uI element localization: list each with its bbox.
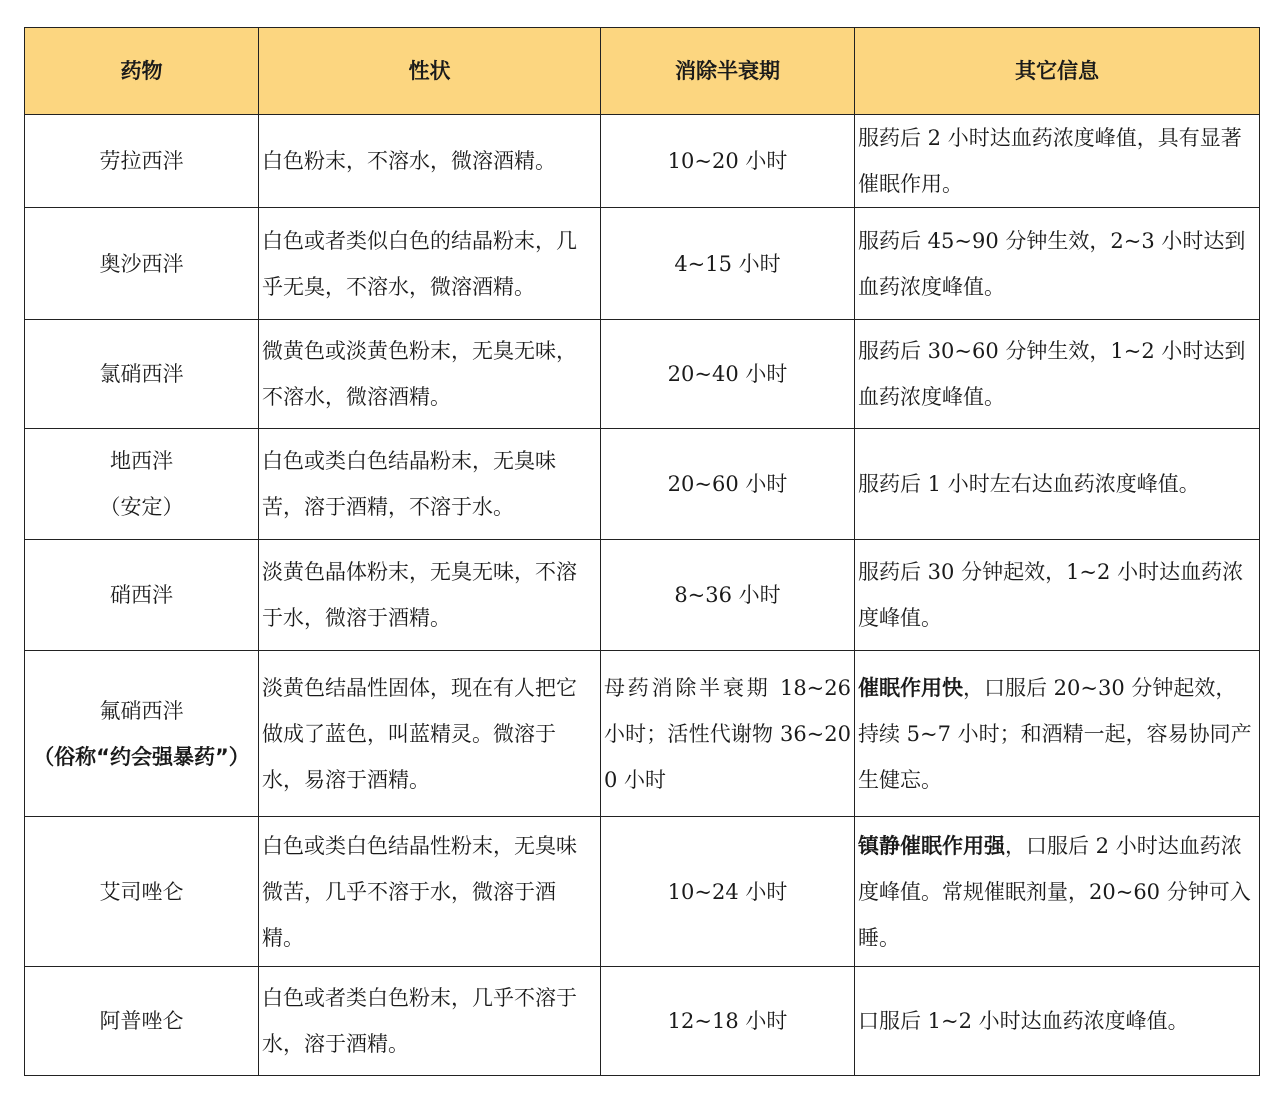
- drug-half-life: 8~36 小时: [601, 540, 855, 651]
- drug-info: 口服后 1~2 小时达血药浓度峰值。: [855, 967, 1260, 1076]
- header-property: 性状: [259, 28, 601, 115]
- drug-property: 白色粉末，不溶水，微溶酒精。: [259, 115, 601, 208]
- drug-info: ，口服后 2 小时达血药浓度峰值。常规催眠剂量，20~60 分钟可入睡。: [858, 833, 1251, 950]
- drug-name: 氯硝西泮: [25, 320, 259, 429]
- drug-half-life: 10~24 小时: [601, 817, 855, 967]
- table-row: [25, 208, 1260, 320]
- drug-half-life: 母药消除半衰期 18~26 小时；活性代谢物 36~200 小时: [601, 651, 855, 817]
- drug-property: 白色或类白色结晶性粉末，无臭味微苦，几乎不溶于水，微溶于酒精。: [259, 817, 601, 967]
- drug-info: 服药后 2 小时达血药浓度峰值，具有显著催眠作用。: [855, 115, 1260, 208]
- drug-property: 淡黄色结晶性固体，现在有人把它做成了蓝色，叫蓝精灵。微溶于水，易溶于酒精。: [259, 651, 601, 817]
- drug-half-life: 10~20 小时: [601, 115, 855, 208]
- drug-info-highlight: 镇静催眠作用强: [858, 833, 1005, 858]
- drug-name: 劳拉西泮: [25, 115, 259, 208]
- drug-half-life: 12~18 小时: [601, 967, 855, 1076]
- drug-name: 阿普唑仑: [25, 967, 259, 1076]
- table-row: [25, 540, 1260, 651]
- drug-name: 氟硝西泮: [99, 698, 184, 723]
- drug-info: 服药后 30~60 分钟生效，1~2 小时达到血药浓度峰值。: [855, 320, 1260, 429]
- drug-property: 微黄色或淡黄色粉末，无臭无味，不溶水，微溶酒精。: [259, 320, 601, 429]
- table-row: [25, 320, 1260, 429]
- drug-info: 服药后 45~90 分钟生效，2~3 小时达到血药浓度峰值。: [855, 208, 1260, 320]
- drug-info: ，口服后 20~30 分钟起效，持续 5~7 小时；和酒精一起，容易协同产生健忘。: [858, 675, 1252, 792]
- drug-name-sub: （俗称“约会强暴药”）: [33, 744, 250, 769]
- drug-half-life: 20~40 小时: [601, 320, 855, 429]
- drug-info: 服药后 1 小时左右达血药浓度峰值。: [855, 429, 1260, 540]
- drug-name: 硝西泮: [25, 540, 259, 651]
- drug-name: 艾司唑仑: [25, 817, 259, 967]
- header-row: [25, 28, 1260, 115]
- header-half-life: 消除半衰期: [601, 28, 855, 115]
- drug-table: [24, 27, 1260, 1076]
- drug-name: 奥沙西泮: [25, 208, 259, 320]
- drug-property: 淡黄色晶体粉末，无臭无味，不溶于水，微溶于酒精。: [259, 540, 601, 651]
- table-row: [25, 817, 1260, 967]
- drug-name-sub: （安定）: [99, 495, 184, 519]
- drug-info-cell: [855, 817, 1260, 967]
- header-other-info: 其它信息: [855, 28, 1260, 115]
- header-drug: 药物: [25, 28, 259, 115]
- drug-property: 白色或者类白色粉末，几乎不溶于水，溶于酒精。: [259, 967, 601, 1076]
- drug-name: 地西泮: [110, 449, 173, 473]
- drug-info-highlight: 催眠作用快: [858, 675, 963, 700]
- drug-property: 白色或类白色结晶粉末，无臭味苦，溶于酒精，不溶于水。: [259, 429, 601, 540]
- drug-half-life: 20~60 小时: [601, 429, 855, 540]
- table-row: [25, 115, 1260, 208]
- table-row: [25, 651, 1260, 817]
- drug-property: 白色或者类似白色的结晶粉末，几乎无臭，不溶水，微溶酒精。: [259, 208, 601, 320]
- table-row: [25, 429, 1260, 540]
- drug-name-cell: [25, 429, 259, 540]
- table-row: [25, 967, 1260, 1076]
- drug-name-cell: [25, 651, 259, 817]
- drug-half-life: 4~15 小时: [601, 208, 855, 320]
- drug-info: 服药后 30 分钟起效，1~2 小时达血药浓度峰值。: [855, 540, 1260, 651]
- drug-info-cell: [855, 651, 1260, 817]
